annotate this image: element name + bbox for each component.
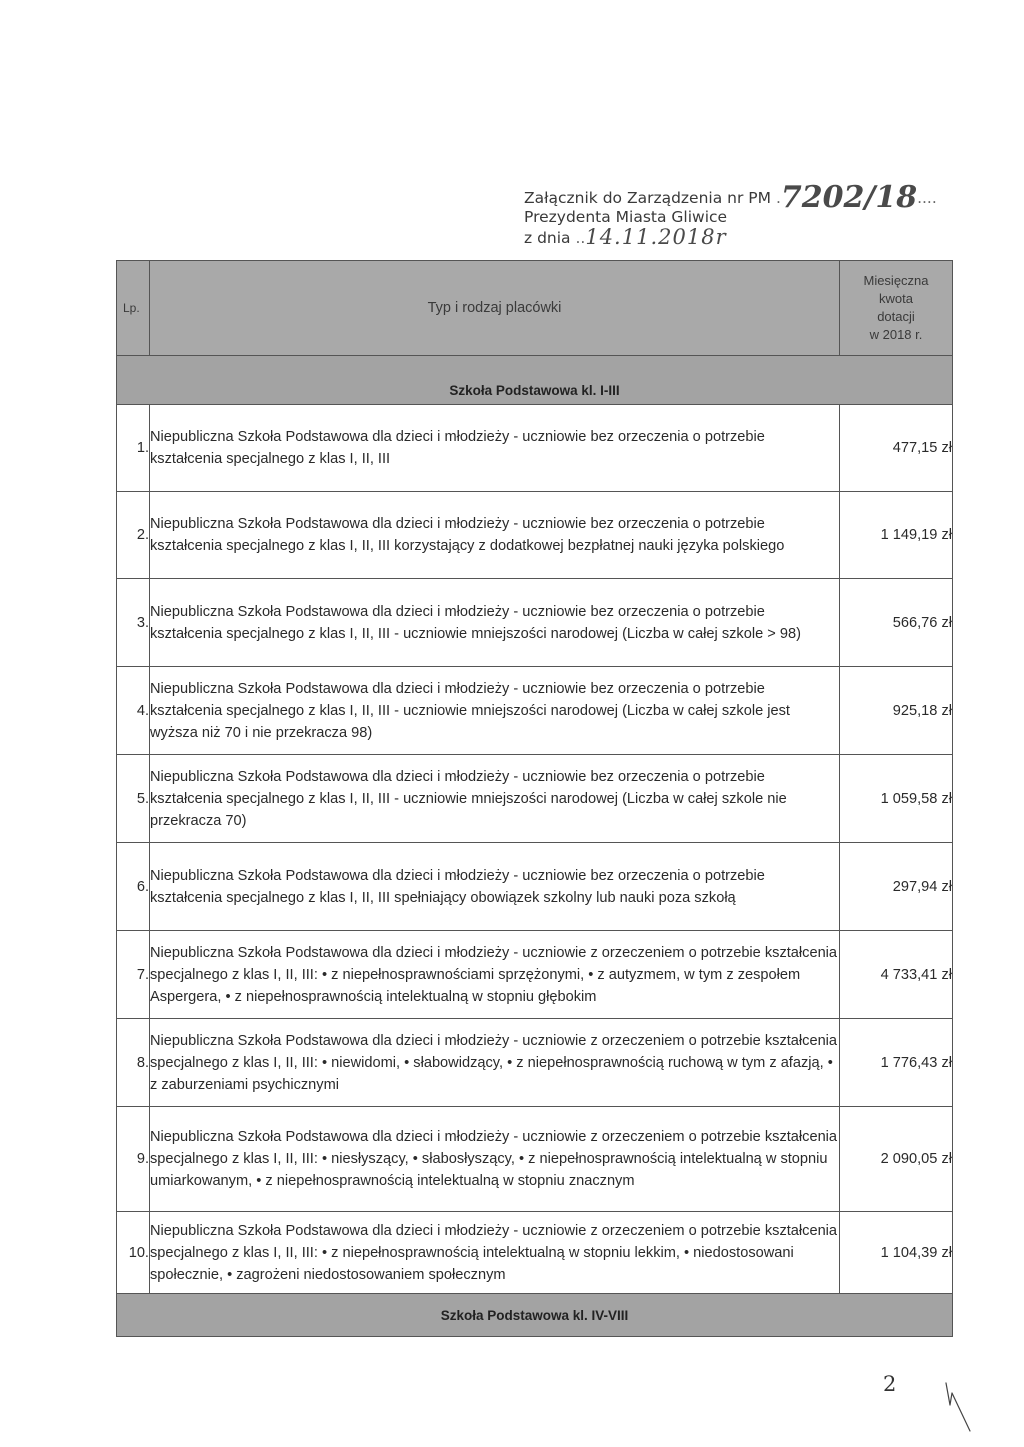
table-row: [117, 667, 953, 755]
table-row: [117, 931, 953, 1019]
row-description: Niepubliczna Szkoła Podstawowa dla dzieci i młodzieży - uczniowie z orzeczeniem o potrzebie kształcenia specjalnego z klas I, II, III: • z niepełnosprawnościami sprzężonymi, • z autyzmem, w tym z zespołem Aspergera, • z niepełnosprawnością intelektualną w stopniu głębokim: [150, 931, 840, 1019]
handwritten-check-mark: [940, 1375, 980, 1435]
section-title-2: Szkoła Podstawowa kl. IV-VIII: [117, 1294, 953, 1337]
row-description: Niepubliczna Szkoła Podstawowa dla dzieci i młodzieży - uczniowie bez orzeczenia o potrzebie kształcenia specjalnego z klas I, II, III: [150, 405, 840, 492]
header-line-date: z dnia ..14.11.2018r: [524, 225, 727, 249]
row-number: 9.: [117, 1107, 150, 1212]
row-amount: 925,18 zł: [840, 667, 953, 755]
subsidy-table: [116, 260, 953, 1337]
table-row: [117, 492, 953, 579]
row-amount: 566,76 zł: [840, 579, 953, 667]
row-number: 8.: [117, 1019, 150, 1107]
row-description: Niepubliczna Szkoła Podstawowa dla dzieci i młodzieży - uczniowie bez orzeczenia o potrzebie kształcenia specjalnego z klas I, II, III - uczniowie mniejszości narodowej (Liczba w całej szkole nie przekracza 70): [150, 755, 840, 843]
row-amount: 4 733,41 zł: [840, 931, 953, 1019]
header-ordinance-label: Załącznik do Zarządzenia nr PM: [524, 189, 771, 207]
row-description: Niepubliczna Szkoła Podstawowa dla dzieci i młodzieży - uczniowie z orzeczeniem o potrzebie kształcenia specjalnego z klas I, II, III: • niewidomi, • słabowidzący, • z niepełnosprawnością ruchową w tym z afazją, • z zaburzeniami psychicznymi: [150, 1019, 840, 1107]
table-row: [117, 1212, 953, 1294]
row-number: 6.: [117, 843, 150, 931]
attachment-header: [524, 180, 937, 249]
header-line-mayor: Prezydenta Miasta Gliwice: [524, 208, 728, 226]
row-number: 3.: [117, 579, 150, 667]
row-amount: 297,94 zł: [840, 843, 953, 931]
column-header-amount: Miesięczna kwota dotacji w 2018 r.: [840, 261, 953, 356]
row-number: 4.: [117, 667, 150, 755]
row-amount: 1 776,43 zł: [840, 1019, 953, 1107]
row-amount: 1 149,19 zł: [840, 492, 953, 579]
row-number: 7.: [117, 931, 150, 1019]
section-row: [117, 356, 953, 405]
handwritten-ordinance-number: 7202/18: [780, 180, 918, 215]
header-date-label: z dnia: [524, 229, 571, 247]
section-title-1: Szkoła Podstawowa kl. I-III: [117, 356, 953, 405]
row-description: Niepubliczna Szkoła Podstawowa dla dzieci i młodzieży - uczniowie bez orzeczenia o potrzebie kształcenia specjalnego z klas I, II, III - uczniowie mniejszości narodowej (Liczba w całej szkole > 98): [150, 579, 840, 667]
row-number: 1.: [117, 405, 150, 492]
table-row: [117, 1107, 953, 1212]
row-description: Niepubliczna Szkoła Podstawowa dla dzieci i młodzieży - uczniowie z orzeczeniem o potrzebie kształcenia specjalnego z klas I, II, III: • z niepełnosprawnością intelektualną w stopniu lekkim, • niedostosowani społecznie, • zagrożeni niedostosowaniem społecznym: [150, 1212, 840, 1294]
table-row: [117, 755, 953, 843]
table-row: [117, 843, 953, 931]
row-amount: 2 090,05 zł: [840, 1107, 953, 1212]
column-header-lp: Lp.: [117, 261, 150, 356]
row-number: 5.: [117, 755, 150, 843]
row-description: Niepubliczna Szkoła Podstawowa dla dzieci i młodzieży - uczniowie bez orzeczenia o potrzebie kształcenia specjalnego z klas I, II, III spełniający obowiązek szkolny lub nauki poza szkołą: [150, 843, 840, 931]
table-row: [117, 1019, 953, 1107]
column-header-type: Typ i rodzaj placówki: [150, 261, 840, 356]
header-line-ordinance: Załącznik do Zarządzenia nr PM .7202/18....: [524, 180, 937, 215]
row-number: 2.: [117, 492, 150, 579]
row-amount: 477,15 zł: [840, 405, 953, 492]
row-number: 10.: [117, 1212, 150, 1294]
table-row: [117, 405, 953, 492]
row-description: Niepubliczna Szkoła Podstawowa dla dzieci i młodzieży - uczniowie z orzeczeniem o potrzebie kształcenia specjalnego z klas I, II, III: • niesłyszący, • słabosłyszący, • z niepełnosprawnością intelektualną w stopniu umiarkowanym, • z niepełnosprawnością intelektualną w stopniu znacznym: [150, 1107, 840, 1212]
table-header-row: [117, 261, 953, 356]
row-amount: 1 104,39 zł: [840, 1212, 953, 1294]
row-description: Niepubliczna Szkoła Podstawowa dla dzieci i młodzieży - uczniowie bez orzeczenia o potrzebie kształcenia specjalnego z klas I, II, III - uczniowie mniejszości narodowej (Liczba w całej szkole jest wyższa niż 70 i nie przekracza 98): [150, 667, 840, 755]
table-row: [117, 579, 953, 667]
row-amount: 1 059,58 zł: [840, 755, 953, 843]
handwritten-date: 14.11.2018r: [585, 225, 727, 249]
page-number: 2: [883, 1372, 897, 1396]
row-description: Niepubliczna Szkoła Podstawowa dla dzieci i młodzieży - uczniowie bez orzeczenia o potrzebie kształcenia specjalnego z klas I, II, III korzystający z dodatkowej bezpłatnej nauki języka polskiego: [150, 492, 840, 579]
section-row: [117, 1294, 953, 1337]
